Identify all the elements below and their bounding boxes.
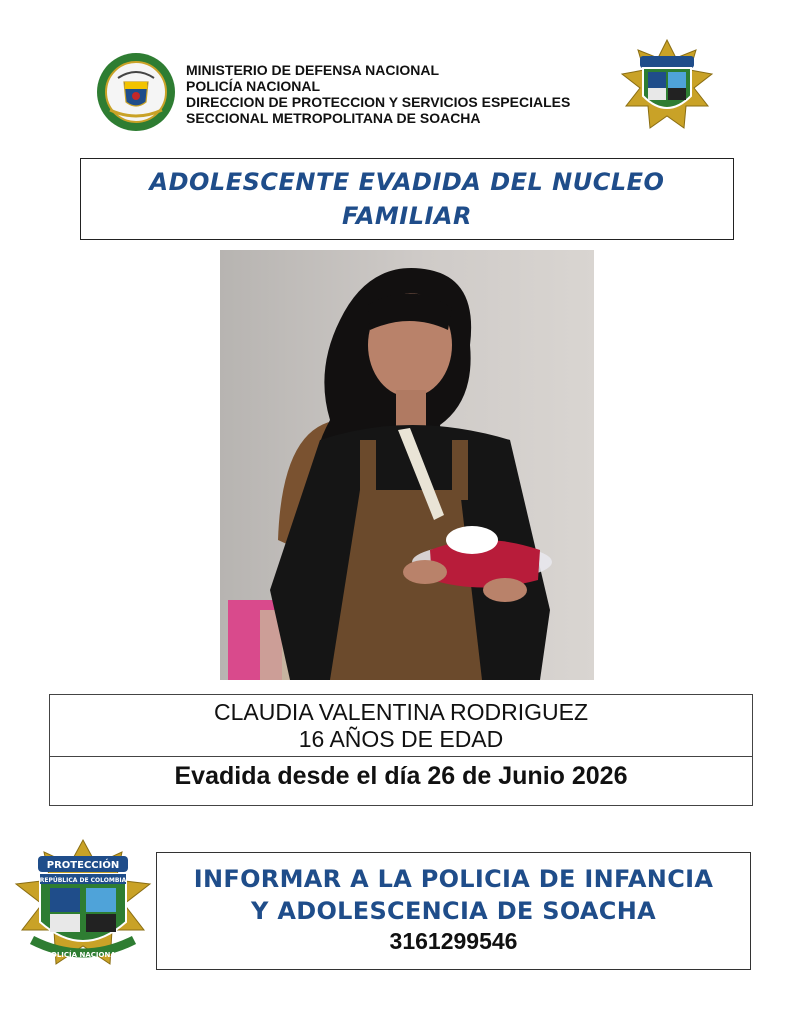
protection-badge-icon (616, 38, 718, 134)
person-age: 16 AÑOS DE EDAD (298, 726, 504, 752)
poster-title-box (80, 158, 734, 240)
contact-phone-number[interactable]: 3161299546 (389, 928, 518, 954)
badge-bottom-label: POLICÍA NACIONAL (45, 951, 121, 959)
poster-title-line2: FAMILIAR (342, 202, 472, 230)
protection-badge-large-icon (10, 838, 156, 978)
person-info-box (49, 694, 753, 806)
report-instruction-line2: Y ADOLESCENCIA DE SOACHA (251, 897, 656, 925)
header-institution-lines (186, 62, 616, 126)
missing-person-photo (220, 250, 594, 680)
header-line-ministry: MINISTERIO DE DEFENSA NACIONAL (186, 62, 440, 78)
header-line-direction: DIRECCION DE PROTECCION Y SERVICIOS ESPECIALES (186, 94, 571, 110)
header-line-seccional: SECCIONAL METROPOLITANA DE SOACHA (186, 110, 481, 126)
header-line-police: POLICÍA NACIONAL (186, 78, 321, 94)
poster-title-line1: ADOLESCENTE EVADIDA DEL NUCLEO (149, 168, 665, 196)
report-contact-box (156, 852, 751, 970)
police-national-seal (96, 52, 176, 132)
missing-since-date: Evadida desde el día 26 de Junio 2026 (174, 762, 628, 790)
badge-top-label: PROTECCIÓN (46, 860, 120, 871)
badge-ribbon-label: REPÚBLICA DE COLOMBIA (39, 877, 127, 884)
report-instruction-line1: INFORMAR A LA POLICIA DE INFANCIA (193, 865, 714, 893)
person-name: CLAUDIA VALENTINA RODRIGUEZ (213, 699, 589, 725)
person-identity (50, 695, 752, 757)
